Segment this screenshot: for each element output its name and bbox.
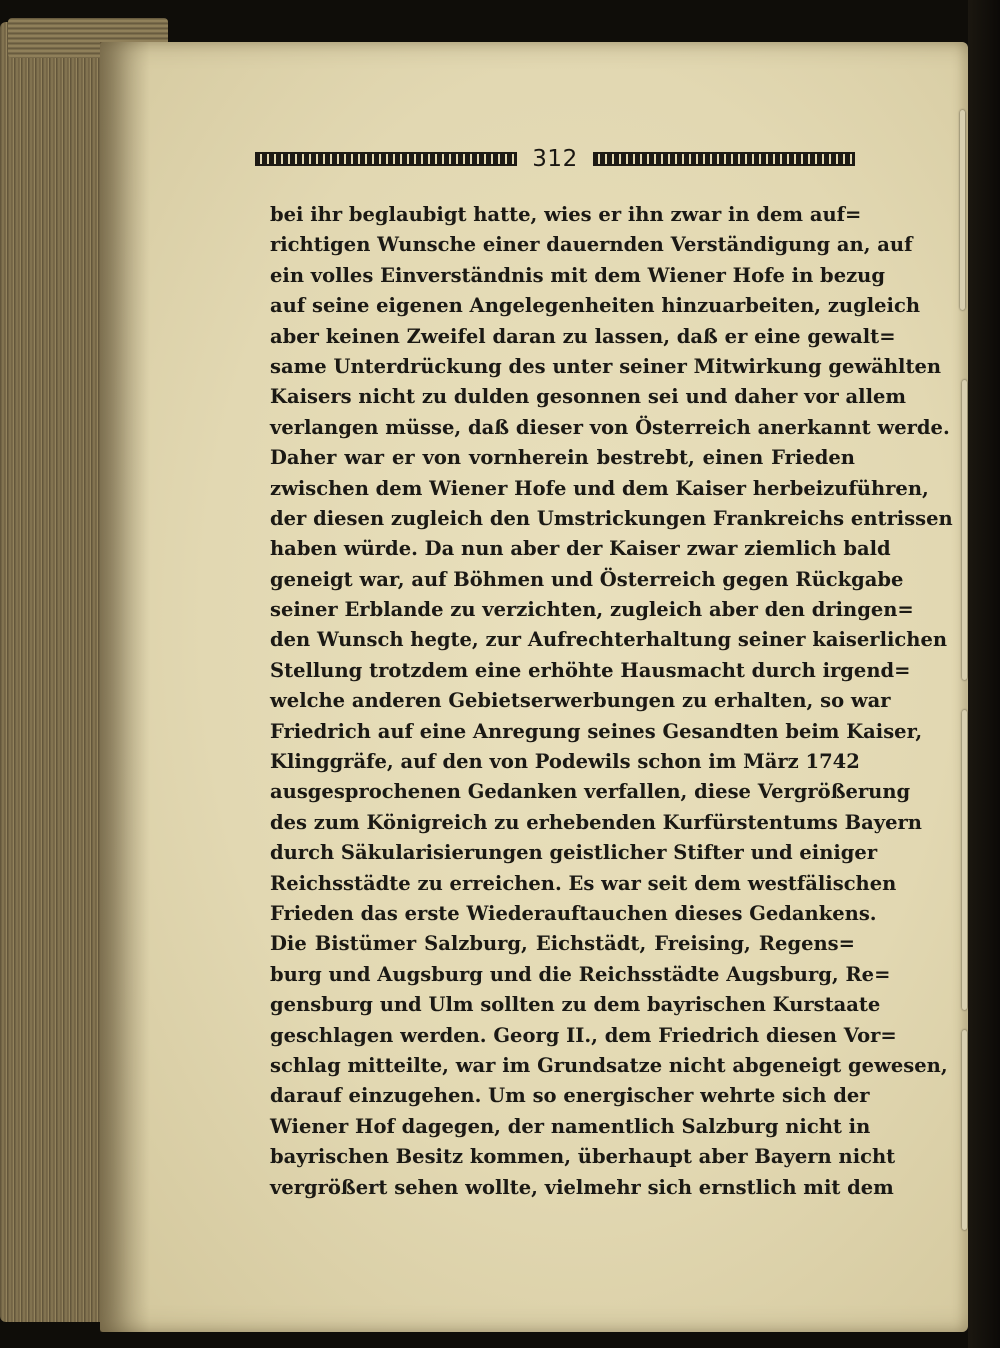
- text-line: Wiener Hof dagegen, der namentlich Salzburg nicht in: [270, 1114, 871, 1138]
- text-line: schlag mitteilte, war im Grundsatze nicht abgeneigt gewesen,: [270, 1053, 948, 1077]
- binding-thread-bottom: [962, 1030, 967, 1230]
- body-text: [270, 200, 953, 1203]
- text-line: zwischen dem Wiener Hofe und dem Kaiser herbeizuführen,: [270, 476, 929, 500]
- text-line: Die Bistümer Salzburg, Eichstädt, Freising, Regens=: [270, 932, 855, 956]
- binding-thread-middle: [962, 380, 967, 680]
- text-line: Frieden das erste Wiederauftauchen dieses Gedankens.: [270, 901, 877, 925]
- text-line: darauf einzugehen. Um so energischer wehrte sich der: [270, 1084, 870, 1108]
- binding-thread-lower: [962, 710, 967, 1010]
- text-line: bei ihr beglaubigt hatte, wies er ihn zwar in dem auf=: [270, 203, 862, 226]
- gutter-shadow: [100, 42, 150, 1332]
- text-line: Friedrich auf eine Anregung seines Gesandten beim Kaiser,: [270, 719, 923, 743]
- text-line: gensburg und Ulm sollten zu dem bayrischen Kurstaate: [270, 993, 881, 1017]
- text-line: des zum Königreich zu erhebenden Kurfürstentums Bayern: [270, 810, 922, 834]
- text-line: Reichsstädte zu erreichen. Es war seit dem westfälischen: [270, 871, 897, 895]
- text-line: den Wunsch hegte, zur Aufrechterhaltung seiner kaiserlichen: [270, 628, 948, 652]
- binding-thread-top: [960, 110, 965, 310]
- page-header: [255, 144, 855, 174]
- text-line: bayrischen Besitz kommen, überhaupt aber Bayern nicht: [270, 1145, 896, 1169]
- text-line: Daher war er von vornherein bestrebt, einen Frieden: [270, 446, 855, 470]
- text-line: Stellung trotzdem eine erhöhte Hausmacht durch irgend=: [270, 658, 911, 682]
- binding-strip: [968, 0, 1000, 1348]
- text-line: burg und Augsburg und die Reichsstädte Augsburg, Re=: [270, 962, 891, 986]
- text-line: aber keinen Zweifel daran zu lassen, daß er eine gewalt=: [270, 324, 896, 348]
- text-line: verlangen müsse, daß dieser von Österreich anerkannt werde.: [270, 415, 950, 439]
- text-line: seiner Erblande zu verzichten, zugleich aber den dringen=: [270, 598, 914, 622]
- text-line: der diesen zugleich den Umstrickungen Frankreichs entrissen: [270, 506, 953, 530]
- text-line: ein volles Einverständnis mit dem Wiener Hofe in bezug: [270, 263, 885, 287]
- text-line: same Unterdrückung des unter seiner Mitwirkung gewählten: [270, 354, 942, 378]
- text-line: geneigt war, auf Böhmen und Österreich gegen Rückgabe: [270, 567, 904, 591]
- text-line: ausgesprochenen Gedanken verfallen, diese Vergrößerung: [270, 780, 911, 804]
- text-line: geschlagen werden. Georg II., dem Friedrich diesen Vor=: [270, 1023, 897, 1047]
- text-line: haben würde. Da nun aber der Kaiser zwar ziemlich bald: [270, 537, 891, 561]
- text-line: durch Säkularisierungen geistlicher Stifter und einiger: [270, 841, 878, 865]
- text-line: welche anderen Gebietserwerbungen zu erhalten, so war: [270, 689, 891, 713]
- text-line: Klinggräfe, auf den von Podewils schon im März 1742: [270, 750, 860, 774]
- text-line: Kaisers nicht zu dulden gesonnen sei und daher vor allem: [270, 385, 907, 409]
- text-line: richtigen Wunsche einer dauernden Verständigung an, auf: [270, 233, 913, 257]
- page-number: 312: [532, 146, 578, 172]
- header-ornament-right: [593, 152, 855, 166]
- text-line: vergrößert sehen wollte, vielmehr sich ernstlich mit dem: [270, 1175, 894, 1199]
- header-ornament-left: [255, 152, 517, 166]
- text-line: auf seine eigenen Angelegenheiten hinzuarbeiten, zugleich: [270, 294, 921, 318]
